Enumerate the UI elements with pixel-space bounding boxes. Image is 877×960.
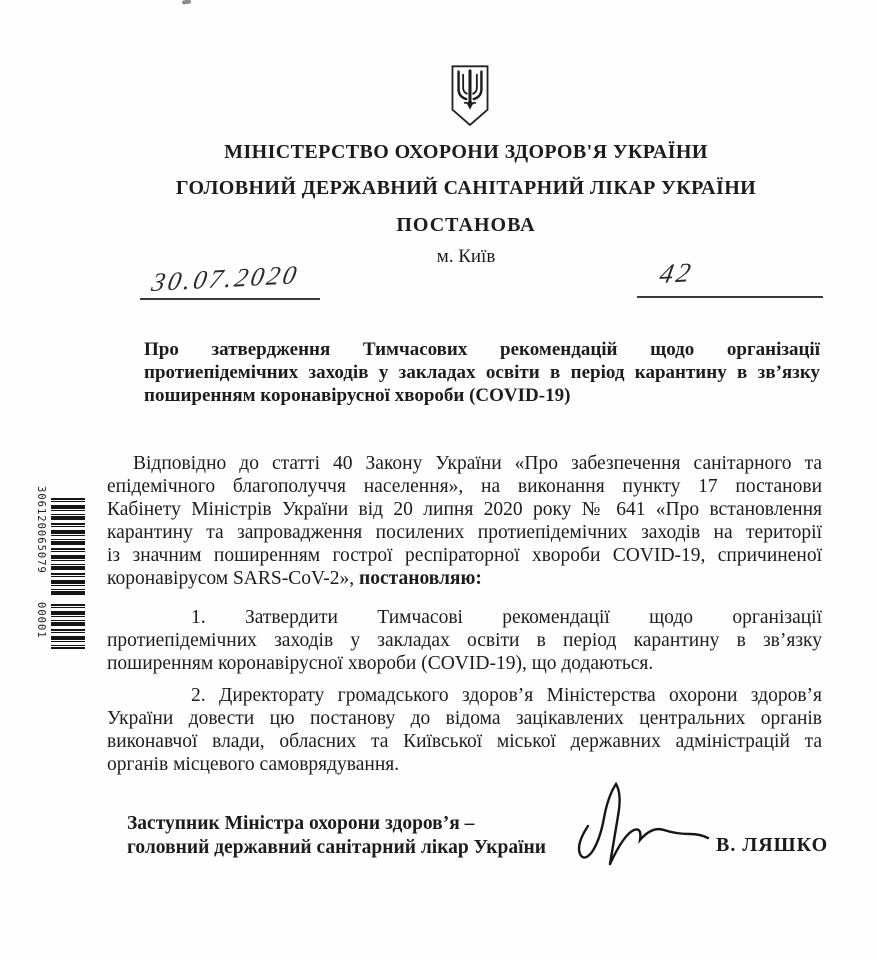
number-underline bbox=[637, 296, 823, 298]
text-line: карантину та запровадження посилених протиепідемічних заходів на території bbox=[107, 522, 822, 543]
signature-title-line2: головний державний санітарний лікар України bbox=[127, 837, 547, 858]
text-line: протиепідемічних заходів у закладах освіти в період карантину в зв’язку bbox=[107, 630, 822, 651]
barcode-digits-lower: 00001 bbox=[35, 602, 47, 639]
item-2-last-line: органів місцевого самоврядування. bbox=[107, 754, 400, 775]
text-line: Про затвердження Тимчасових рекомендацій щодо організації bbox=[144, 339, 820, 360]
ukraine-trident-emblem-icon bbox=[447, 64, 493, 133]
barcode-bars-upper bbox=[51, 498, 85, 595]
handwritten-number: 42 bbox=[657, 256, 697, 290]
signature-title bbox=[127, 812, 597, 860]
date-underline bbox=[140, 298, 320, 300]
trident-icon bbox=[447, 64, 493, 128]
text-line: Відповідно до статті 40 Закону України «Про забезпечення санітарного та bbox=[133, 453, 822, 474]
scan-artifact-speck bbox=[182, 0, 191, 5]
doc-title-last-line: поширенням коронавірусної хвороби (COVID-19) bbox=[144, 385, 571, 406]
header-authority: ГОЛОВНИЙ ДЕРЖАВНИЙ САНІТАРНИЙ ЛІКАР УКРАЇНИ bbox=[175, 177, 757, 199]
barcode-digits-upper: 306120065079 bbox=[35, 486, 47, 574]
paragraph-intro-last-line bbox=[107, 567, 822, 590]
item-1-lines bbox=[107, 606, 822, 652]
doc-title bbox=[144, 338, 820, 407]
text-line: епідемічного благополуччя населення», на виконання пункту 17 постанови bbox=[107, 476, 822, 497]
text-line: із значним поширенням гострої респіраторної хвороби COVID-19, спричиненої bbox=[107, 545, 822, 566]
handwritten-date: 30.07.2020 bbox=[149, 259, 302, 298]
item-1-last-line: поширенням коронавірусної хвороби (COVID-19), що додаються. bbox=[107, 653, 654, 674]
text-line: 2. Директорату громадського здоров’я Міністерства охорони здоров’я bbox=[191, 685, 822, 706]
item-2-lines bbox=[107, 684, 822, 753]
doc-type-heading: ПОСТАНОВА bbox=[396, 214, 536, 236]
signature-name: В. ЛЯШКО bbox=[716, 834, 829, 856]
text-line: Кабінету Міністрів України від 20 липня 2020 року № 641 «Про встановлення bbox=[107, 499, 822, 520]
handwritten-signature-icon bbox=[562, 778, 717, 885]
text-line: 1. Затвердити Тимчасові рекомендації щодо організації bbox=[191, 607, 822, 628]
text-line: виконавчої влади, обласних та Київської міської державних адміністрацій та bbox=[107, 731, 822, 752]
doc-title-justified-lines bbox=[144, 338, 820, 384]
intro-last-regular: коронавірусом SARS-CoV-2», bbox=[107, 568, 360, 589]
place-line: м. Київ bbox=[436, 246, 496, 267]
item-1 bbox=[107, 606, 822, 675]
paragraph-intro-lines bbox=[107, 452, 822, 567]
signature-title-line1: Заступник Міністра охорони здоров’я – bbox=[127, 813, 475, 834]
barcode-bars-lower bbox=[51, 604, 85, 649]
text-line: України довести цю постанову до відома зацікавлених центральних органів bbox=[107, 708, 822, 729]
paragraph-intro bbox=[107, 452, 822, 590]
item-2 bbox=[107, 684, 822, 776]
intro-resolve-word: постановляю: bbox=[359, 568, 482, 589]
text-line: протиепідемічних заходів у закладах освіти в період карантину в зв’язку bbox=[144, 362, 820, 383]
header-ministry: МІНІСТЕРСТВО ОХОРОНИ ЗДОРОВ'Я УКРАЇНИ bbox=[224, 141, 708, 163]
